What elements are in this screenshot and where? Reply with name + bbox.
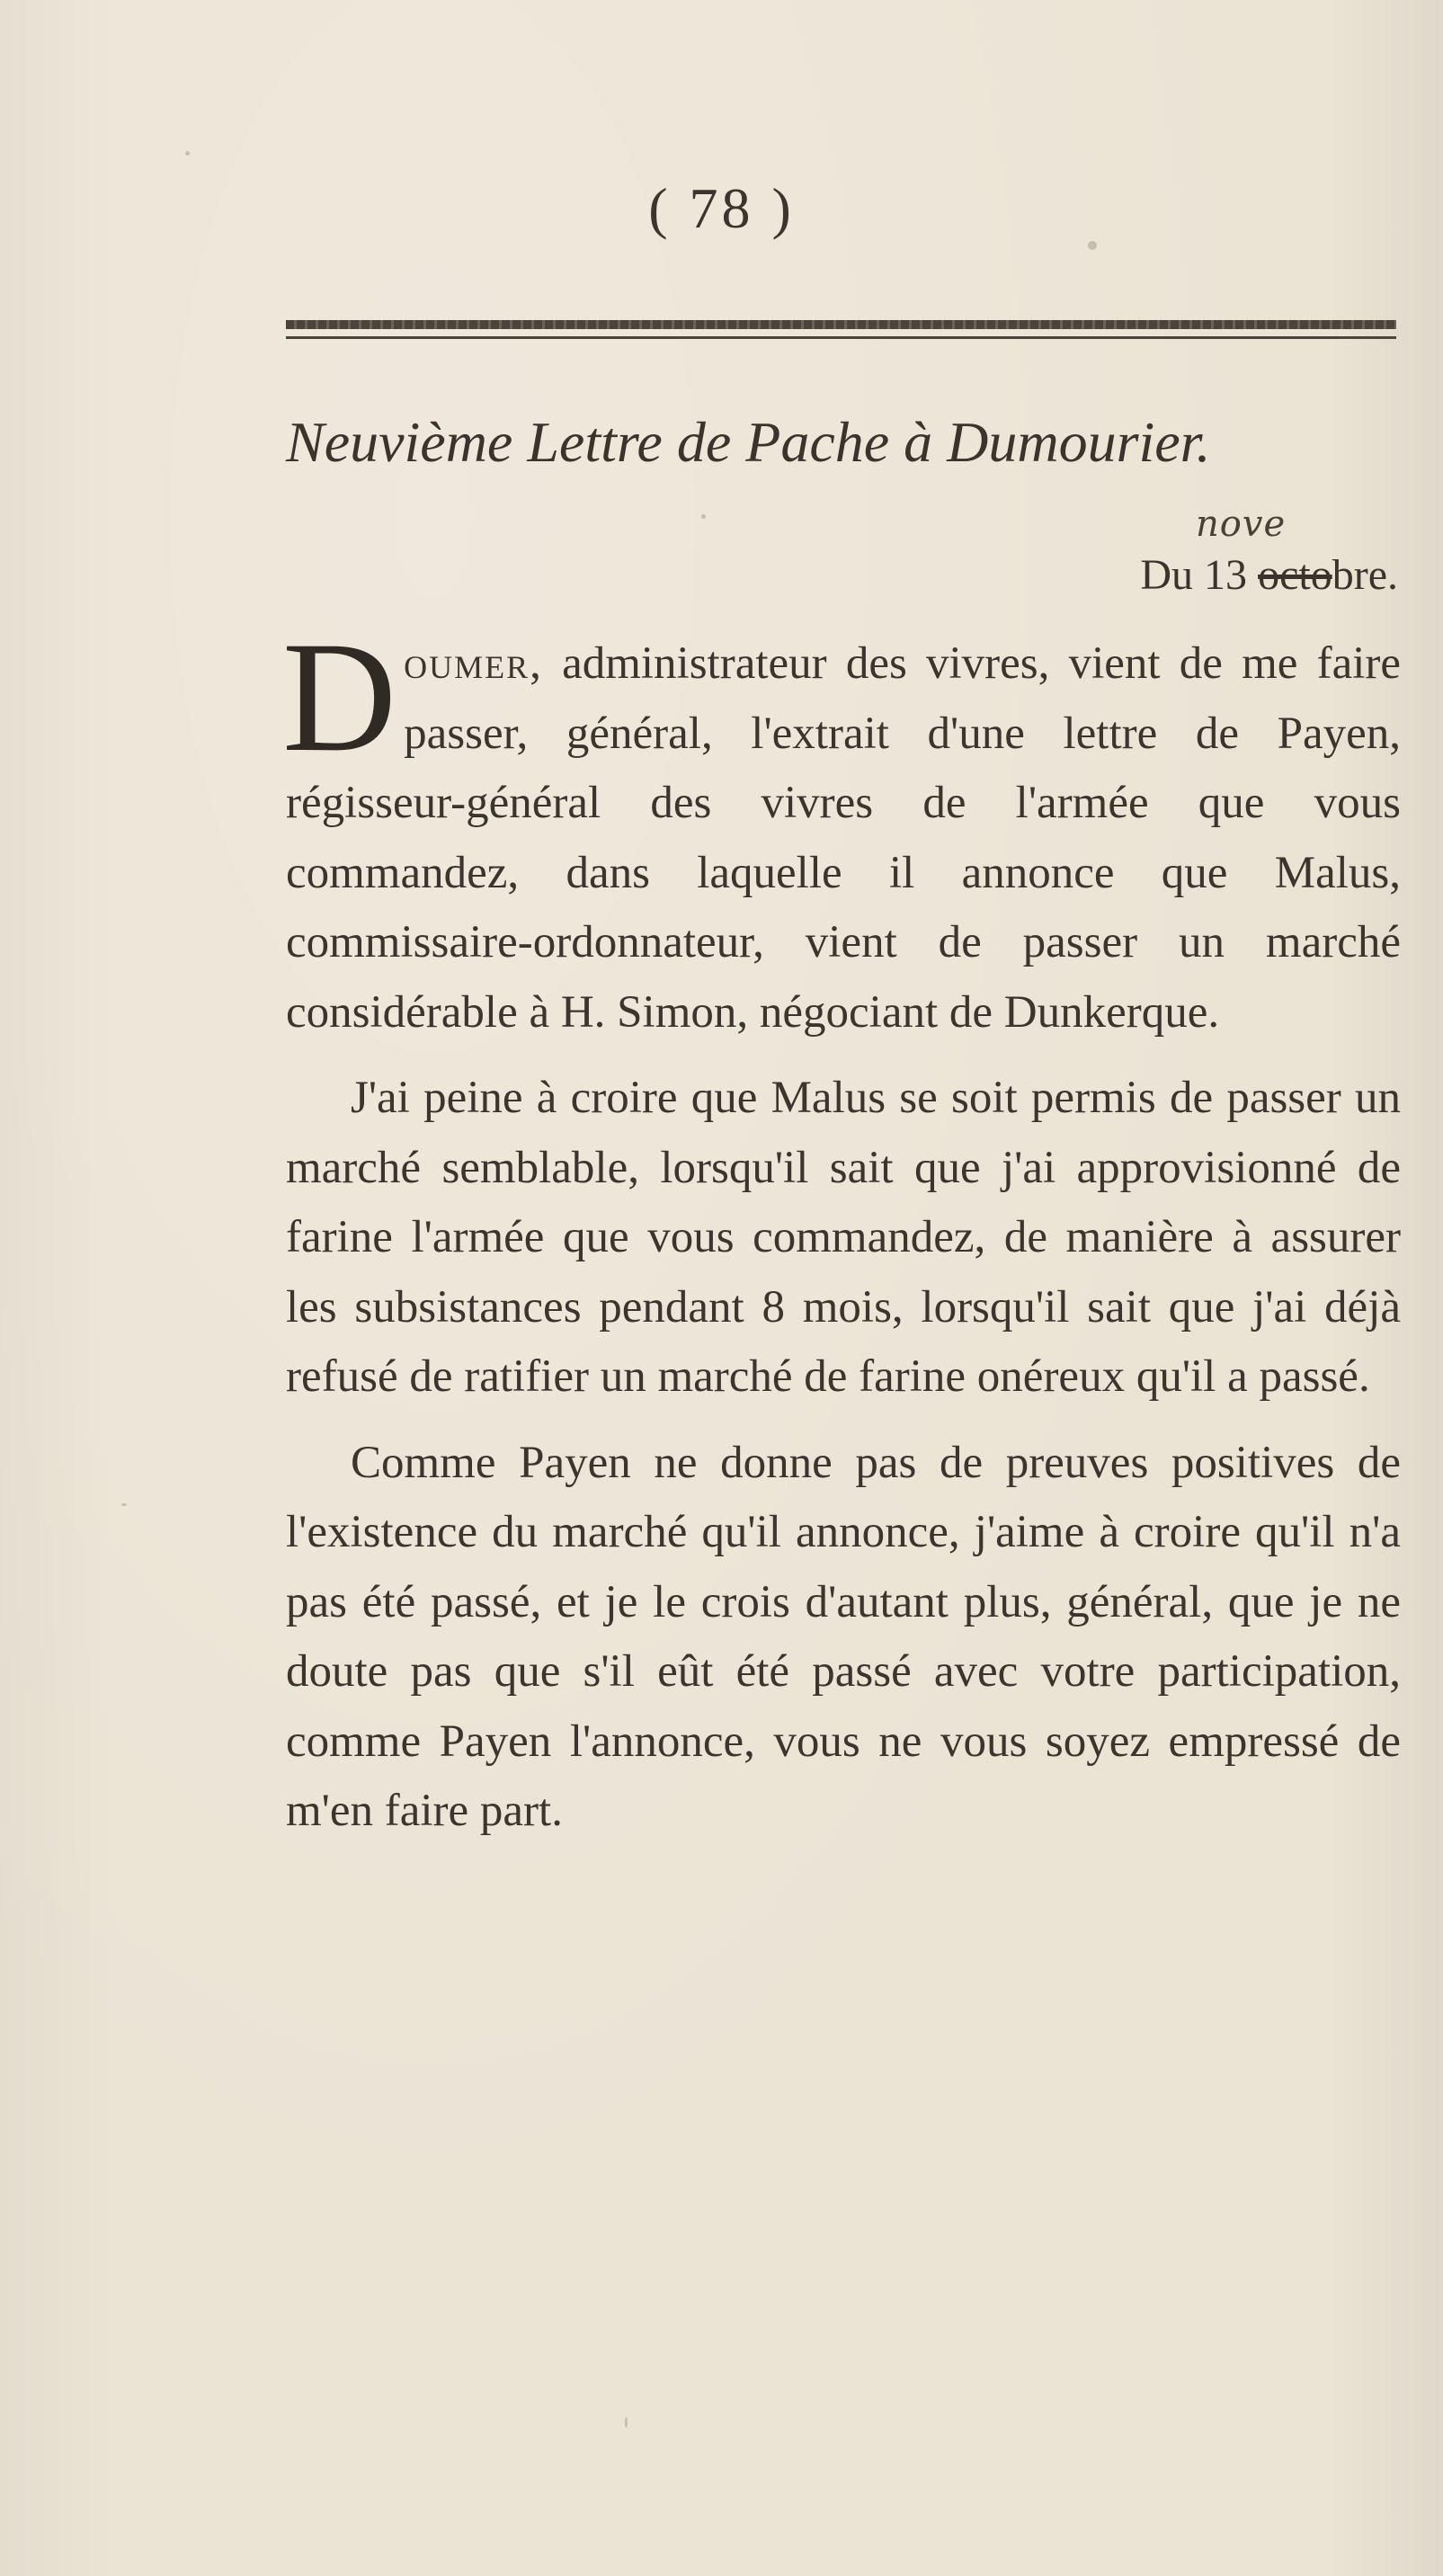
paragraph-3-text: Comme Payen ne donne pas de preuves positives de l'existence du marché qu'il annonce, j'aime à croire qu'il n'a pas été passé, et je le crois d'autant plus, général, que je ne doute pas que s'il eût été passé avec votre participation, comme Payen l'annonce, vous ne vous soyez empressé de m'en faire part. xyxy=(286,1437,1401,1836)
paper-speck xyxy=(121,1503,127,1506)
letter-title: Neuvième Lettre de Pache à Dumourier. xyxy=(286,410,1211,474)
paper-speck xyxy=(625,2417,628,2428)
paragraph-2-text: J'ai peine à croire que Malus se soit permis de passer un marché semblable, lorsqu'il sait que j'ai approvisionné de farine l'armée que vous commandez, de manière à assurer les subsistances pendant 8 mois, lorsqu'il sait que j'ai déjà refusé de ratifier un marché de farine onéreux qu'il a passé. xyxy=(286,1073,1401,1402)
date-prefix: Du 13 xyxy=(1140,551,1248,599)
paragraph-1-text: administrateur des vivres, vient de me faire passer, général, l'extrait d'une lettre de Payen, régisseur-général des vivres de l'armée que vous commandez, dans laquelle il annonce que Malus, commissaire-ordonnateur, vient de passer un marché considérable à H. Simon, négociant de Dunkerque. xyxy=(286,638,1401,1038)
handwritten-annotation: nove xyxy=(1196,504,1287,545)
paragraph-2 xyxy=(286,1064,1401,1413)
header-rule-thick xyxy=(286,320,1396,329)
paper-speck xyxy=(185,151,190,156)
paragraph-3 xyxy=(286,1429,1401,1847)
header-rule-thin xyxy=(286,336,1396,339)
paragraph-1-smallcaps: oumer, xyxy=(404,638,543,689)
letter-body xyxy=(282,610,1401,1847)
paper-speck xyxy=(1088,241,1097,250)
date-struck-text: octo xyxy=(1258,551,1332,599)
date-line xyxy=(1140,550,1398,600)
paper-speck xyxy=(701,514,706,519)
drop-cap: D xyxy=(282,610,397,785)
date-suffix: bre. xyxy=(1332,551,1398,599)
page-number: ( 78 ) xyxy=(648,176,795,240)
paragraph-1 xyxy=(282,610,1401,1047)
